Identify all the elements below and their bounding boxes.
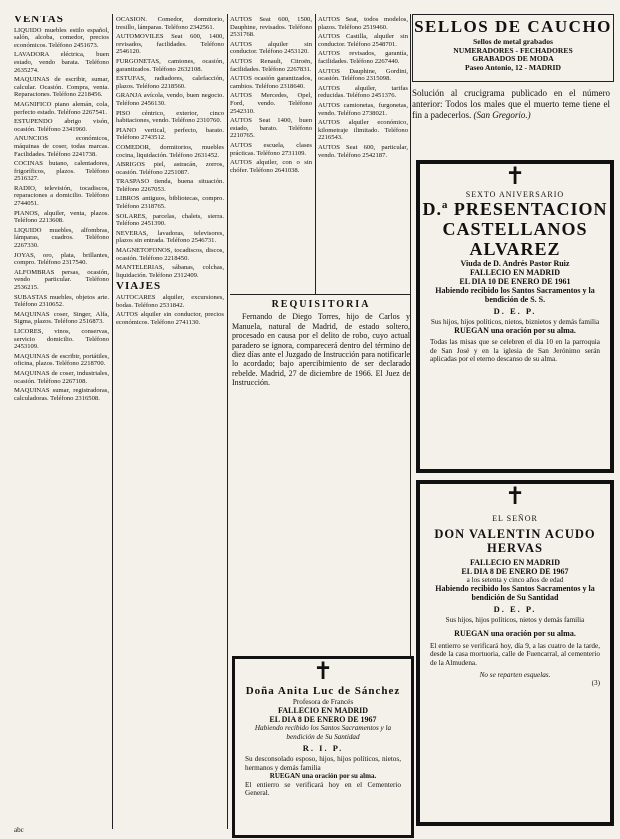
- column-rule: [112, 14, 113, 829]
- classified-ad: AUTOS alquiler sin conductor, precios económicos. Teléfono 2741130.: [116, 311, 224, 326]
- obituary-header: EL SEÑOR: [492, 514, 538, 523]
- ad-title: SELLOS DE CAUCHO: [414, 17, 612, 36]
- obituary-widow: Viuda de D. Andrés Pastor Ruiz: [460, 259, 570, 268]
- obituary-castellanos: [416, 160, 614, 473]
- publisher-mark: abc: [14, 826, 24, 834]
- column-rule: [315, 14, 316, 294]
- obituary-code: (3): [591, 679, 600, 688]
- obituary-family: Sus hijos, hijos políticos, nietos, biznietos y demás familia: [430, 318, 600, 326]
- obituary-name: D.ª PRESENTACION: [422, 199, 608, 219]
- obituary-name: ALVAREZ: [469, 239, 561, 259]
- obituary-no-invite: No se reparten esquelas.: [479, 671, 551, 680]
- obituary-name: CASTELLANOS: [442, 219, 588, 239]
- obituary-sacraments: Habiendo recibido los Santos Sacramentos y la bendición de S. S.: [435, 286, 595, 304]
- cross-icon: ✝: [504, 164, 526, 190]
- ad-address: Paseo Antonio, 12 - MADRID: [465, 62, 561, 72]
- section-heading-ventas: VENTAS: [14, 16, 64, 25]
- classified-ad: JOYAS, oro, plata, brillantes, compro. Teléfono 2317540.: [14, 251, 109, 267]
- classified-ad: MAQUINAS de escribir, sumar, calcular. Ocasión. Compra, venta. Reparaciones. Teléfono 2218456.: [14, 76, 109, 99]
- classified-ad: AUTOS Seat 600, particular, vendo. Teléfono 2542187.: [318, 143, 408, 159]
- obituary-died: FALLECIO EN MADRID: [469, 268, 561, 277]
- classified-ad: AUTOS Dauphine, Gordini, ocasión. Teléfono 2315098.: [318, 67, 408, 83]
- classified-ad: OCASION. Comedor, dormitorio, tresillo, lámparas. Teléfono 2342561.: [116, 16, 224, 31]
- ad-line: NUMERADORES - FECHADORES: [453, 45, 573, 55]
- classified-ad: LAVADORA eléctrica, buen estado, vendo barata. Teléfono 2635274.: [14, 51, 109, 74]
- classified-ad: LICORES, vinos, conservas, servicio domicilio. Teléfono 2453109.: [14, 327, 109, 351]
- classified-ad: MAGNIFICO piano alemán, cola, perfecto estado. Teléfono 2267541.: [14, 100, 109, 116]
- obituary-burial: El entierro se verificará hoy, día 9, a las cuatro de la tarde, desde la casa mortuoria, calle de Fuencarral, al cementerio de la Almudena.: [430, 641, 600, 667]
- classified-ad: MAQUINAS coser, Singer, Alfa, Sigma, plazos. Teléfono 2516873.: [14, 310, 109, 326]
- classified-ad: MANTELERIAS, sábanas, colchas, liquidación. Teléfono 2312409.: [116, 264, 224, 279]
- classified-ad: ALFOMBRAS persas, ocasión, vendo particular. Teléfono 2536215.: [14, 268, 109, 291]
- obituary-rip: R. I. P.: [302, 743, 344, 754]
- obituary-date: EL DIA 8 DE ENERO DE 1967: [269, 715, 377, 725]
- classified-ad: ESTUFAS, radiadores, calefacción, plazos. Teléfono 2218560.: [116, 75, 224, 90]
- classified-ad: PIANO vertical, perfecto, barato. Teléfono 2743512.: [116, 126, 224, 142]
- classified-list: [116, 294, 224, 326]
- obituary-header: SEXTO ANIVERSARIO: [465, 190, 565, 199]
- crossword-solution-note: [412, 88, 610, 121]
- classified-list: [318, 16, 408, 159]
- classified-ad: AUTOS alquiler, tarifas reducidas. Teléfono 2451376.: [318, 84, 408, 100]
- obituary-date: EL DIA 8 DE ENERO DE 1967: [461, 567, 569, 576]
- classified-ad: SUBASTAS muebles, objetos arte. Teléfono 2310652.: [14, 293, 109, 309]
- obituary-date: EL DIA 10 DE ENERO DE 1961: [459, 277, 571, 286]
- classified-ad: AUTOS Renault, Citroën, facilidades. Teléfono 2267831.: [230, 57, 312, 73]
- obituary-burial: El entierro se verificará hoy en el Cementerio General.: [245, 781, 401, 798]
- classified-ad: GRANJA avícola, vendo, buen negocio. Teléfono 2456130.: [116, 92, 224, 107]
- classified-list: [230, 16, 312, 174]
- classified-ad: AUTOS Seat, todos modelos, plazos. Teléfono 2519460.: [318, 16, 408, 31]
- obituary-masses: Todas las misas que se celebren el día 10 en la parroquia de San José y en la iglesia de San Jerónimo serán aplicadas por el eterno descanso de su alma.: [430, 338, 600, 364]
- obituary-rip: D. E. P.: [493, 604, 537, 615]
- classified-ad: AUTOS revisados, garantía, facilidades. Teléfono 2267440.: [318, 50, 408, 65]
- classifieds-column-4: [318, 16, 408, 306]
- obituary-age: a los setenta y cinco años de edad: [466, 576, 564, 584]
- obituary-luc-de-sanchez: [232, 656, 414, 838]
- obituary-name: Doña Anita Luc de Sánchez: [245, 685, 401, 697]
- classified-ad: LIQUIDO muebles, alfombras, lámparas, cuadros. Teléfono 2267330.: [14, 226, 109, 250]
- obituary-acudo: [416, 480, 614, 826]
- classified-ad: AUTOS alquiler sin conductor. Teléfono 2453120.: [230, 40, 312, 56]
- stamp-advertisement: [412, 14, 614, 82]
- classified-ad: MAQUINAS sumar, registradoras, calculadoras. Teléfono 2316508.: [14, 387, 109, 402]
- obituary-name: DON VALENTIN ACUDO: [434, 527, 596, 541]
- obituary-died: FALLECIO EN MADRID: [277, 706, 369, 716]
- classifieds-column-1: [14, 16, 109, 826]
- classified-ad: AUTOS Castilla, alquiler sin conductor. Teléfono 2548701.: [318, 33, 408, 48]
- requisitoria-body: Fernando de Diego Torres, hijo de Carlos y Manuela, natural de Madrid, de estado soltero, procesado en causa por el delito de robo, cuyo actual paradero se ignora, comparecerá dentro del término de diez días ante el Juzgado de Instrucción para notificarle lo acordado; bajo apercibimiento de ser declarado rebelde. Madrid, 27 de diciembre de 1966. El Juez de Instrucción.: [232, 312, 410, 388]
- obituary-pray: RUEGAN una oración por su alma.: [454, 628, 576, 638]
- classified-ad: AUTOS alquiler, con o sin chófer. Teléfono 2641038.: [230, 159, 312, 174]
- classified-ad: LIQUIDO muebles estilo español, salón, alcoba, comedor, precios económicos. Teléfono 2451673.: [14, 26, 109, 49]
- classifieds-column-2: [116, 16, 224, 826]
- classified-ad: AUTOS camionetas, furgonetas, vendo. Teléfono 2738021.: [318, 101, 408, 117]
- classifieds-column-3: [230, 16, 312, 306]
- classified-ad: MAQUINAS de coser, industriales, ocasión. Teléfono 2267108.: [14, 369, 109, 385]
- cross-icon: ✝: [312, 659, 334, 685]
- classified-ad: AUTOMOVILES Seat 600, 1400, revisados, facilidades. Teléfono 2546120.: [116, 33, 224, 56]
- note-text: Solución al crucigrama publicado en el número anterior: Todos los males que el muerto teme tiene el fin a padecerlos.: [412, 88, 610, 120]
- obituary-sacraments: Habiendo recibido los Santos Sacramentos y la bendición de Su Santidad: [254, 724, 392, 741]
- obituary-rip: D. E. P.: [493, 306, 537, 316]
- ad-line: GRABADOS DE MODA: [472, 54, 554, 64]
- obituary-title: Profesora de Francés: [292, 698, 354, 706]
- classified-ad: RADIO, televisión, tocadiscos, reparaciones a domicilio. Teléfono 2744051.: [14, 184, 109, 208]
- classified-ad: AUTOS escuela, clases prácticas. Teléfono 2731109.: [230, 141, 312, 157]
- classified-ad: MAQUINAS de escribir, portátiles, oficina, plazos. Teléfono 2218700.: [14, 352, 109, 368]
- classified-ad: ANUNCIOS económicos, máquinas de coser, todas marcas. Facilidades. Teléfono 2241738.: [14, 135, 109, 158]
- obituary-pray: RUEGAN una oración por su alma.: [454, 326, 576, 336]
- classified-ad: FURGONETAS, camiones, ocasión, garantizados. Teléfono 2632108.: [116, 57, 224, 73]
- ad-line: Sellos de metal grabados: [473, 37, 553, 46]
- classified-ad: AUTOS alquiler económico, kilometraje ilimitado. Teléfono 2216543.: [318, 119, 408, 142]
- classified-list: [14, 27, 109, 403]
- obituary-family: Su desconsolado esposo, hijos, hijos políticos, nietos, hermanos y demás familia: [245, 755, 401, 772]
- classified-ad: NEVERAS, lavadoras, televisores, plazos sin entrada. Teléfono 2546731.: [116, 229, 224, 245]
- classified-ad: AUTOS Seat 600, 1500, Dauphine, revisados. Teléfono 2531768.: [230, 16, 312, 39]
- obituary-pray: RUEGAN una oración por su alma.: [269, 772, 377, 781]
- section-heading-viajes: VIAJES: [116, 280, 162, 293]
- classified-ad: COCINAS butano, calentadores, frigoríficos, plazos. Teléfono 2516327.: [14, 160, 109, 183]
- classified-ad: COMEDOR, dormitorios, muebles cocina, liquidación. Teléfono 2631452.: [116, 143, 224, 159]
- classified-ad: AUTOS Mercedes, Opel, Ford, vendo. Teléfono 2542310.: [230, 92, 312, 115]
- classified-ad: AUTOS Seat 1400, buen estado, barato. Teléfono 2210765.: [230, 117, 312, 140]
- obituary-sacraments: Habiendo recibido los Santos Sacramentos y la bendición de Su Santidad: [435, 584, 595, 603]
- classified-ad: AUTOCARES alquiler, excursiones, bodas. Teléfono 2531842.: [116, 294, 224, 309]
- requisitoria-notice: [232, 300, 410, 388]
- classified-ad: TRASPASO tienda, buena situación. Teléfono 2267053.: [116, 178, 224, 193]
- obituary-name: HERVAS: [486, 541, 544, 555]
- classified-list: [116, 16, 224, 279]
- classified-ad: MAGNETOFONOS, tocadiscos, discos, ocasión. Teléfono 2218450.: [116, 247, 224, 262]
- classified-ad: SOLARES, parcelas, chalets, sierra. Teléfono 2451390.: [116, 212, 224, 228]
- classified-ad: AUTOS ocasión garantizados, cambios. Teléfono 2318640.: [230, 75, 312, 90]
- classified-ad: PISO céntrico, exterior, cinco habitaciones, vendo. Teléfono 2310760.: [116, 109, 224, 125]
- classified-ad: ESTUPENDO abrigo visón, ocasión. Teléfono 2341960.: [14, 118, 109, 133]
- obituary-died: FALLECIO EN MADRID: [469, 558, 561, 567]
- column-rule: [227, 14, 228, 829]
- obituary-family: Sus hijos, hijos políticos, nietos y demás familia: [445, 616, 585, 625]
- requisitoria-title: REQUISITORIA: [271, 299, 371, 310]
- classified-ad: PIANOS, alquiler, venta, plazos. Teléfono 2213608.: [14, 209, 109, 225]
- classified-ad: LIBROS antiguos, bibliotecas, compro. Teléfono 2318765.: [116, 195, 224, 211]
- cross-icon: ✝: [504, 484, 526, 510]
- note-author: (San Gregorio.): [473, 110, 531, 120]
- classified-ad: ABRIGOS piel, astracán, zorros, ocasión. Teléfono 2251087.: [116, 161, 224, 176]
